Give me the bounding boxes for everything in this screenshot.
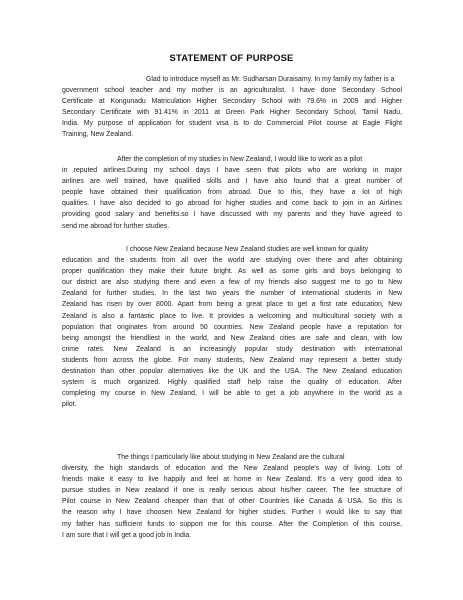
paragraph-line: India. My purpose of application for student visa is to do Commercial Pilot course at Eagle Flight — [62, 120, 402, 128]
paragraph-line: our district are also studying there and even a few of my friends also suggest me to go to New — [62, 279, 402, 287]
paragraph-line: crime rates. New Zealand is an increasingly popular study destination with international — [62, 345, 402, 353]
paragraph-line: friends make it easy to live happily and feel at home in New Zealand. It's a very good idea to — [62, 476, 402, 484]
paragraph-line: system is much organized. Highly qualified staff help raise the quality of education. After — [62, 379, 402, 387]
paragraph-line: proper qualification they make their future bright. As well as some girls and boys belonging to — [62, 268, 402, 276]
paragraph-line: Glad to introduce myself as Mr. Sudharsan Duraisamy. In my family my father is a — [146, 76, 395, 83]
paragraph-line: After the completion of my studies in New Zealand, I would like to work as a pilot — [117, 156, 363, 163]
paragraph-line: in reputed airlines.During my school days I have seen that pilots who are working in major — [62, 167, 402, 175]
paragraph-line: Zealand has risen by over 8000. Apart from being a great place to get a first rate education, New — [62, 301, 402, 309]
paragraph-why-new-zealand — [62, 244, 402, 410]
paragraph-conclusion — [62, 452, 402, 541]
paragraph-line: qualities. I have also decided to go abroad for higher studies and come back to join in an Airlines — [62, 200, 402, 208]
paragraph-line: destination than other popular alternatives like the UK and the USA. The New Zealand education — [62, 368, 402, 376]
paragraph-line: pursue studies in New zealand if one is really serious about his/her career. The fee structure of — [62, 487, 402, 495]
paragraph-line: being amongst the friendliest in the world, and New Zealand cities are safe and clean, with low — [62, 334, 402, 342]
paragraph-line: diversity, the high standards of education and the New Zealand people's way of living. Lots of — [62, 465, 402, 473]
paragraph-line: pilot. — [62, 401, 77, 409]
paragraph-line: people have obtained their qualification from abroad. Due to this, they have a lot of high — [62, 189, 402, 197]
paragraph-line: I choose New Zealand because New Zealand studies are well known for quality — [126, 246, 369, 253]
paragraph-line: the reason why I have choosen New Zealand for higher studies. Further I would like to say that — [62, 509, 402, 517]
paragraph-introduction — [62, 74, 402, 141]
paragraph-line: Pilot course in New Zealand cheaper than that of other Countries like Canada & USA. So this is — [62, 498, 402, 506]
paragraph-line: airlines are well trained, have qualified skills and I have also found that a great number of — [62, 178, 402, 186]
paragraph-line: I am sure that I will get a good job in India. — [62, 531, 192, 539]
paragraph-line: students from across the globe. For many students, New Zealand may represent a better study — [62, 356, 402, 364]
paragraph-line: send me abroad for further studies. — [62, 222, 170, 230]
paragraph-line: government school teacher and my mother is an agriculturalist. I have done Secondary School — [62, 87, 402, 95]
paragraph-line: completing my course in New Zealand, I will be able to get a job anywhere in the world as a — [62, 390, 402, 398]
paragraph-career-goal — [62, 154, 402, 232]
paragraph-line: providing good salary and benefits.so I have discussed with my parents and they have agreed to — [62, 211, 402, 219]
paragraph-line: Secondary Certificate with 91.41% in 2011 at Green Park Higher Secondary School, Tamil Nadu, — [62, 109, 402, 117]
paragraph-line: Zealand for further studies. In the last two years the number of international students in New — [62, 290, 402, 298]
paragraph-line: Training, New Zealand. — [62, 131, 133, 139]
paragraph-line: population that originates from around 50 countries. New Zealand people have a reputation for — [62, 323, 402, 331]
paragraph-line: my father has sufficient funds to support me for this course. After the Completion of this course, — [62, 520, 402, 528]
paragraph-line: The things I particularly like about studying in New Zealand are the cultural — [117, 454, 345, 461]
page-title: STATEMENT OF PURPOSE — [169, 52, 294, 63]
paragraph-line: Certificate at Kongunadu Matriculation Higher Secondary School with 79.6% in 2009 and Higher — [62, 98, 402, 106]
paragraph-line: education and the students from all over the world are studying over there and after obtaining — [62, 257, 402, 265]
paragraph-line: Zealand is also a fantastic place to live. It provides a welcoming and multicultural society with a — [62, 312, 402, 320]
